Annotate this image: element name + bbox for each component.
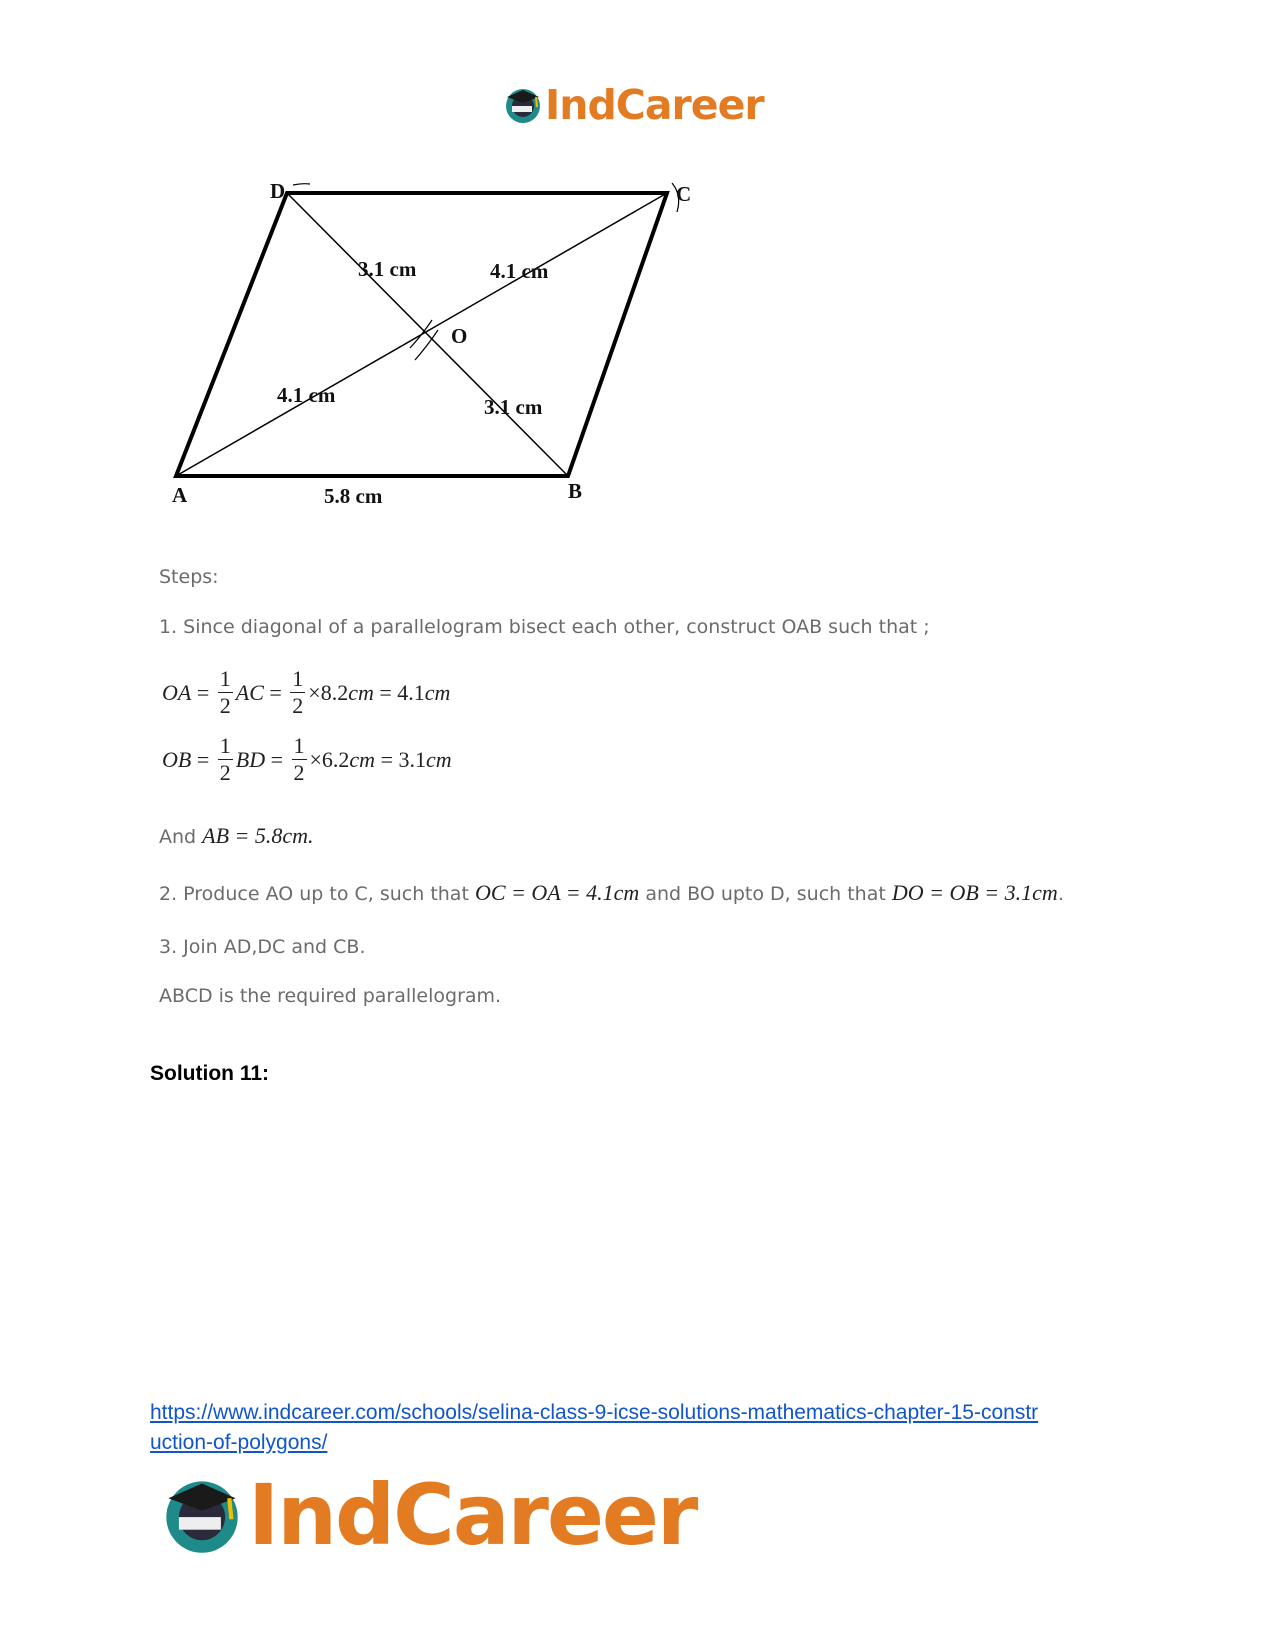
step-2-math-1: OC = OA = 4.1cm bbox=[474, 880, 640, 905]
step-2-part-2: and BO upto D, such that bbox=[645, 883, 886, 905]
eq1-mid: AC bbox=[235, 679, 264, 705]
eq2-fraction-1: $\frac{1}{2}$ bbox=[219, 733, 231, 785]
step-3-text: 3. Join AD,DC and CB. bbox=[159, 936, 366, 958]
ob-length-label: 3.1 cm bbox=[484, 395, 543, 419]
eq1-result-unit: cm bbox=[424, 679, 451, 705]
solution-heading: Solution 11: bbox=[150, 1062, 270, 1085]
eq2-mid: BD bbox=[235, 746, 266, 772]
equation-oa: OA = $\frac{1}{2}$ AC = $\frac{1}{2}$ ×8.2 cm = 4.1 cm bbox=[162, 666, 451, 718]
eq1-unit: cm bbox=[348, 679, 374, 705]
vertex-label-a: A bbox=[172, 483, 188, 507]
arc-d bbox=[293, 184, 310, 185]
source-link-line-2[interactable]: uction-of-polygons/ bbox=[150, 1431, 328, 1454]
step-1-text: 1. Since diagonal of a parallelogram bisect each other, construct OAB such that ; bbox=[159, 616, 930, 638]
and-text: And bbox=[159, 826, 197, 848]
eq2-result: = 3.1 bbox=[380, 746, 426, 772]
parallelogram-figure bbox=[170, 180, 750, 540]
side-ab-label: 5.8 cm bbox=[324, 484, 383, 508]
oa-length-label: 4.1 cm bbox=[277, 383, 336, 407]
source-link-line-1[interactable]: https://www.indcareer.com/schools/selina-class-9-icse-solutions-mathematics-chapter-15-constr bbox=[150, 1401, 1039, 1424]
eq1-fraction-1: $\frac{1}{2}$ bbox=[219, 666, 231, 718]
diagonal-bd bbox=[287, 193, 568, 476]
graduation-cap-icon bbox=[160, 1473, 244, 1557]
vertex-label-c: C bbox=[676, 182, 692, 206]
eq1-result: = 4.1 bbox=[379, 679, 425, 705]
eq2-lhs: OB bbox=[162, 746, 192, 772]
vertex-label-b: B bbox=[568, 479, 583, 503]
eq2-unit: cm bbox=[349, 746, 376, 772]
eq2-times: ×6.2 bbox=[309, 746, 350, 772]
vertex-label-d: D bbox=[270, 180, 286, 203]
step-2-end: . bbox=[1057, 883, 1064, 905]
and-line bbox=[159, 823, 314, 849]
eq1-fraction-2: $\frac{1}{2}$ bbox=[292, 666, 304, 718]
step-2-part-1: 2. Produce AO up to C, such that bbox=[159, 883, 469, 905]
eq1-times: ×8.2 bbox=[308, 679, 349, 705]
conclusion-text: ABCD is the required parallelogram. bbox=[159, 985, 502, 1007]
center-label-o: O bbox=[451, 324, 468, 348]
eq2-result-unit: cm bbox=[426, 746, 452, 772]
source-link[interactable] bbox=[150, 1398, 1140, 1458]
oc-length-label: 4.1 cm bbox=[490, 259, 549, 283]
steps-heading: Steps: bbox=[159, 566, 219, 588]
equation-ob: OB = $\frac{1}{2}$ BD = $\frac{1}{2}$ ×6.2 cm = 3.1 cm bbox=[162, 733, 452, 785]
eq2-fraction-2: $\frac{1}{2}$ bbox=[293, 733, 305, 785]
footer-brand-text: IndCareer bbox=[248, 1466, 697, 1564]
od-length-label: 3.1 cm bbox=[358, 257, 417, 281]
header-logo bbox=[503, 80, 764, 130]
eq1-lhs: OA bbox=[162, 679, 192, 705]
footer-logo bbox=[160, 1466, 697, 1564]
step-2-math-2: DO = OB = 3.1cm bbox=[891, 880, 1058, 905]
and-math: AB = 5.8cm. bbox=[202, 823, 314, 848]
graduation-cap-icon bbox=[503, 85, 543, 125]
header-brand-text: IndCareer bbox=[545, 81, 764, 129]
step-2-line bbox=[159, 880, 1064, 906]
